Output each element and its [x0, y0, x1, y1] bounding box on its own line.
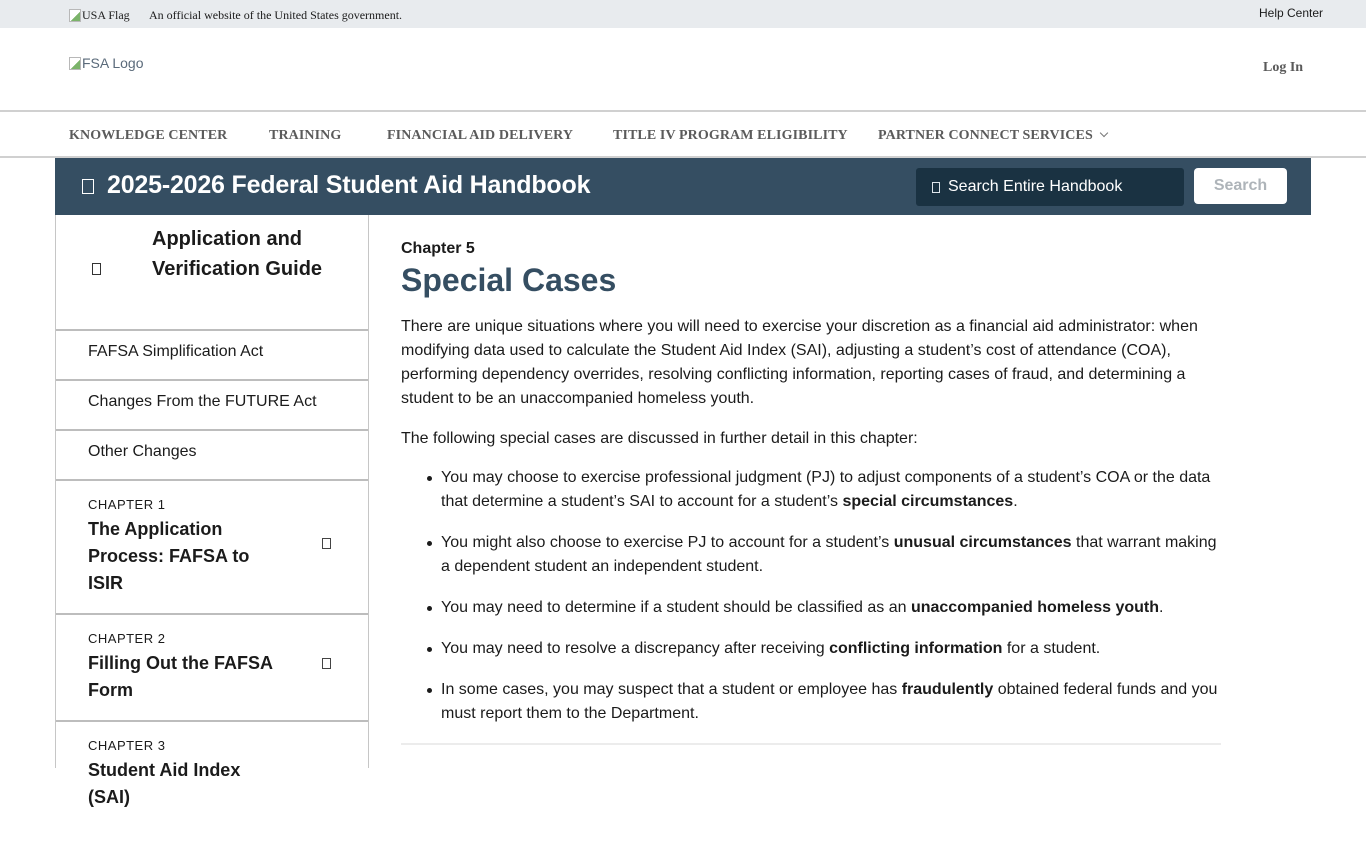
case-keyword: unusual circumstances: [893, 534, 1072, 551]
sidebar-item-changes-from-future-act[interactable]: [56, 381, 368, 431]
expand-icon[interactable]: [322, 538, 331, 549]
case-text: You may need to determine if a student should be classified as an: [441, 599, 911, 616]
special-cases-list: [401, 466, 1221, 726]
case-keyword: special circumstances: [842, 493, 1014, 510]
gov-banner: [0, 0, 1366, 28]
fsa-logo-alt: FSA Logo: [82, 55, 144, 71]
case-text: You might also choose to exercise PJ to account for a student’s: [441, 534, 894, 551]
list-item: [441, 531, 1221, 579]
case-text: obtained federal funds and you must report them to the Department.: [441, 681, 1218, 722]
case-keyword: unaccompanied homeless youth: [910, 599, 1159, 616]
broken-image-icon: [69, 57, 81, 70]
content-divider: [401, 743, 1221, 745]
nav-title-iv-program-eligibility[interactable]: TITLE IV PROGRAM ELIGIBILITY: [613, 128, 848, 143]
case-text: .: [1159, 599, 1164, 616]
sidebar-item-label: Changes From the FUTURE Act: [88, 393, 317, 410]
nav-knowledge-center[interactable]: KNOWLEDGE CENTER: [69, 128, 228, 143]
chapter-title: Filling Out the FAFSA Form: [88, 653, 273, 700]
case-keyword: fraudulently: [901, 681, 994, 698]
login-link[interactable]: Log In: [1263, 60, 1304, 75]
case-text: You may choose to exercise professional judgment (PJ) to adjust components of a student’s COA or the data that determine a student’s SAI to account for a student’s: [441, 469, 1211, 510]
guide-icon: [92, 263, 101, 275]
handbook-header-bar: [55, 158, 1311, 215]
list-item: [441, 596, 1221, 620]
lead-paragraph: The following special cases are discussed in further detail in this chapter:: [401, 430, 918, 447]
expand-icon[interactable]: [322, 658, 331, 669]
main-content: [401, 230, 1221, 745]
main-nav: [0, 110, 1366, 158]
sidebar-chapter-2[interactable]: [56, 615, 368, 722]
case-text: In some cases, you may suspect that a student or employee has: [441, 681, 902, 698]
chevron-down-icon: [1100, 129, 1108, 137]
chapter-title: Student Aid Index (SAI): [88, 760, 241, 807]
guide-title: Application and Verification Guide: [152, 228, 323, 280]
case-keyword: conflicting information: [829, 640, 1003, 657]
sidebar-item-label: Other Changes: [88, 443, 197, 460]
help-center-link[interactable]: Help Center: [1259, 6, 1324, 20]
broken-image-icon: [69, 9, 81, 22]
nav-partner-connect-services[interactable]: [878, 128, 1107, 144]
handbook-search-input[interactable]: [948, 168, 1178, 206]
nav-financial-aid-delivery[interactable]: FINANCIAL AID DELIVERY: [387, 128, 574, 143]
chapter-number: CHAPTER 2: [88, 631, 166, 646]
handbook-title[interactable]: 2025-2026 Federal Student Aid Handbook: [107, 171, 591, 199]
chapter-label: Chapter 5: [401, 240, 475, 257]
handbook-sidebar: [55, 215, 369, 807]
chapter-number: CHAPTER 3: [88, 738, 166, 753]
sidebar-item-label: FAFSA Simplification Act: [88, 343, 264, 360]
chapter-title: The Application Process: FAFSA to ISIR: [88, 519, 250, 593]
page-title: Special Cases: [401, 262, 617, 298]
handbook-search-field[interactable]: [916, 168, 1184, 206]
usa-flag-alt: USA Flag: [82, 8, 130, 22]
search-icon: [932, 182, 940, 193]
sidebar-chapter-1[interactable]: [56, 481, 368, 615]
search-button[interactable]: Search: [1194, 168, 1287, 204]
nav-training[interactable]: TRAINING: [269, 128, 342, 143]
chapter-number: CHAPTER 1: [88, 497, 166, 512]
fsa-logo[interactable]: [69, 55, 144, 71]
list-item: [441, 466, 1221, 514]
case-text: .: [1013, 493, 1018, 510]
list-item: [441, 678, 1221, 726]
case-text: that warrant making a dependent student an independent student.: [441, 534, 1217, 575]
intro-paragraph: There are unique situations where you will need to exercise your discretion as a financial aid administrator: when modifying data used to calculate the Student Aid Index (SAI), adjusting a student’s cost of attendance (COA), performing dependency overrides, resolving conflicting information, reporting cases of fraud, and determining a student to be an unaccompanied homeless youth.: [401, 318, 1198, 407]
nav-partner-connect-label: PARTNER CONNECT SERVICES: [878, 128, 1093, 143]
sidebar-item-other-changes[interactable]: [56, 431, 368, 481]
case-text: You may need to resolve a discrepancy after receiving: [441, 640, 830, 657]
list-item: [441, 637, 1221, 661]
book-icon: [82, 179, 94, 194]
sidebar-item-fafsa-simplification-act[interactable]: [56, 331, 368, 381]
case-text: for a student.: [1002, 640, 1101, 657]
official-website-text: An official website of the United States government.: [149, 8, 403, 22]
sidebar-guide-header[interactable]: [56, 215, 368, 331]
usa-flag-image: [69, 8, 130, 23]
sidebar-chapter-3[interactable]: [56, 722, 368, 842]
